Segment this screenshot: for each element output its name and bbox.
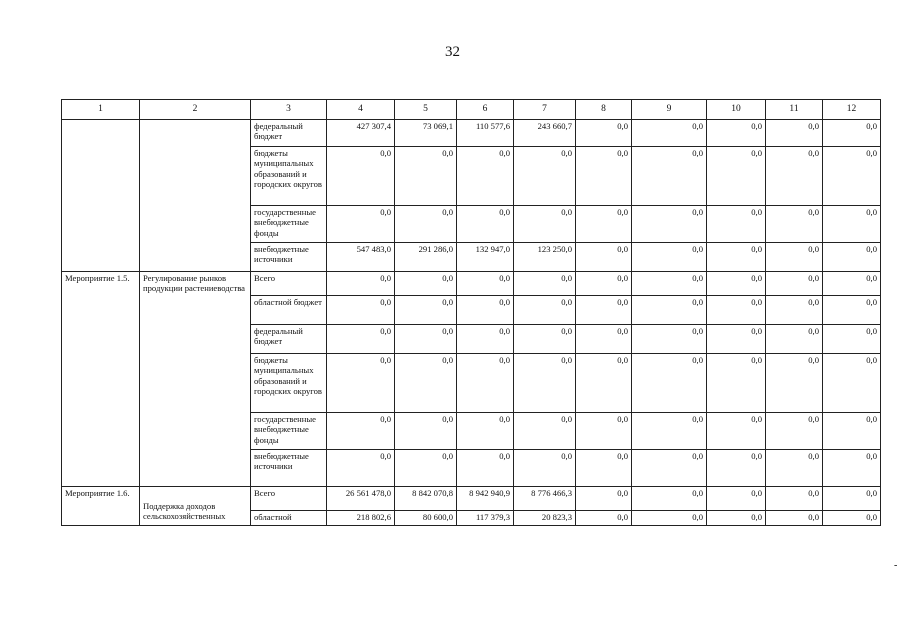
source-label: государственные внебюджетные фонды — [251, 206, 327, 243]
value-cell: 0,0 — [514, 450, 576, 487]
value-cell: 0,0 — [766, 147, 823, 206]
event-description — [140, 487, 251, 526]
value-cell: 0,0 — [823, 413, 881, 450]
value-cell: 0,0 — [707, 120, 766, 147]
value-cell: 0,0 — [327, 206, 395, 243]
value-cell: 0,0 — [457, 325, 514, 354]
value-cell: 0,0 — [766, 325, 823, 354]
value-cell: 0,0 — [707, 511, 766, 526]
value-cell: 0,0 — [576, 325, 632, 354]
value-cell: 0,0 — [514, 296, 576, 325]
value-cell: 0,0 — [327, 450, 395, 487]
header-cell: 5 — [395, 100, 457, 120]
header-cell: 7 — [514, 100, 576, 120]
value-cell: 0,0 — [707, 450, 766, 487]
source-label: внебюджетные источники — [251, 243, 327, 272]
value-cell: 0,0 — [823, 206, 881, 243]
value-cell: 0,0 — [457, 296, 514, 325]
table-row — [62, 487, 881, 511]
value-cell: 0,0 — [576, 120, 632, 147]
header-cell: 2 — [140, 100, 251, 120]
value-cell: 0,0 — [707, 206, 766, 243]
value-cell: 0,0 — [823, 450, 881, 487]
value-cell: 0,0 — [766, 413, 823, 450]
value-cell: 0,0 — [707, 243, 766, 272]
value-cell: 0,0 — [327, 272, 395, 296]
value-cell: 0,0 — [766, 243, 823, 272]
source-label: внебюджетные источники — [251, 450, 327, 487]
value-cell: 0,0 — [632, 206, 707, 243]
value-cell: 0,0 — [823, 147, 881, 206]
value-cell: 0,0 — [632, 325, 707, 354]
header-cell: 8 — [576, 100, 632, 120]
value-cell: 0,0 — [395, 413, 457, 450]
value-cell: 0,0 — [457, 272, 514, 296]
header-cell: 9 — [632, 100, 707, 120]
value-cell: 123 250,0 — [514, 243, 576, 272]
value-cell: 0,0 — [395, 147, 457, 206]
value-cell: 0,0 — [514, 413, 576, 450]
value-cell: 117 379,3 — [457, 511, 514, 526]
value-cell: 0,0 — [823, 325, 881, 354]
value-cell: 0,0 — [707, 354, 766, 413]
value-cell: 0,0 — [576, 487, 632, 511]
value-cell: 110 577,6 — [457, 120, 514, 147]
value-cell: 132 947,0 — [457, 243, 514, 272]
value-cell: 0,0 — [632, 147, 707, 206]
source-label: федеральный бюджет — [251, 325, 327, 354]
budget-table — [61, 99, 881, 526]
value-cell: 0,0 — [327, 413, 395, 450]
source-label: бюджеты муниципальных образований и городских округов — [251, 354, 327, 413]
value-cell: 0,0 — [327, 354, 395, 413]
value-cell: 0,0 — [707, 413, 766, 450]
value-cell: 0,0 — [514, 354, 576, 413]
value-cell: 0,0 — [823, 354, 881, 413]
header-cell: 12 — [823, 100, 881, 120]
value-cell: 0,0 — [632, 120, 707, 147]
value-cell: 0,0 — [766, 296, 823, 325]
value-cell: 0,0 — [632, 296, 707, 325]
value-cell: 0,0 — [576, 450, 632, 487]
event-description: Регулирование рынков продукции растениеводства — [140, 272, 251, 487]
value-cell: 0,0 — [327, 147, 395, 206]
table-row — [62, 272, 881, 296]
value-cell: 0,0 — [514, 206, 576, 243]
value-cell: 26 561 478,0 — [327, 487, 395, 511]
value-cell: 0,0 — [576, 206, 632, 243]
value-cell: 0,0 — [576, 243, 632, 272]
value-cell: 0,0 — [823, 272, 881, 296]
value-cell: 0,0 — [395, 325, 457, 354]
value-cell: 0,0 — [576, 354, 632, 413]
header-row — [62, 100, 881, 120]
header-cell: 1 — [62, 100, 140, 120]
value-cell: 0,0 — [457, 354, 514, 413]
value-cell: 80 600,0 — [395, 511, 457, 526]
header-cell: 3 — [251, 100, 327, 120]
value-cell: 291 286,0 — [395, 243, 457, 272]
value-cell: 0,0 — [707, 296, 766, 325]
value-cell: 0,0 — [707, 147, 766, 206]
value-cell: 0,0 — [707, 272, 766, 296]
margin-mark: - — [894, 560, 898, 571]
header-cell: 10 — [707, 100, 766, 120]
value-cell: 0,0 — [576, 296, 632, 325]
value-cell: 73 069,1 — [395, 120, 457, 147]
value-cell: 0,0 — [823, 243, 881, 272]
value-cell: 547 483,0 — [327, 243, 395, 272]
value-cell: 0,0 — [823, 511, 881, 526]
value-cell: 0,0 — [514, 325, 576, 354]
event-cell-empty — [62, 120, 140, 272]
value-cell: 0,0 — [707, 487, 766, 511]
value-cell: 0,0 — [327, 296, 395, 325]
value-cell: 0,0 — [632, 487, 707, 511]
value-cell: 0,0 — [707, 325, 766, 354]
source-label: государственные внебюджетные фонды — [251, 413, 327, 450]
value-cell: 0,0 — [576, 413, 632, 450]
value-cell: 8 942 940,9 — [457, 487, 514, 511]
value-cell: 8 842 070,8 — [395, 487, 457, 511]
header-cell: 11 — [766, 100, 823, 120]
value-cell: 0,0 — [395, 450, 457, 487]
source-label: областной бюджет — [251, 296, 327, 325]
source-label: областной — [251, 511, 327, 526]
source-label: федеральный бюджет — [251, 120, 327, 147]
value-cell: 0,0 — [823, 296, 881, 325]
value-cell: 0,0 — [766, 120, 823, 147]
value-cell: 0,0 — [766, 272, 823, 296]
value-cell: 0,0 — [766, 511, 823, 526]
value-cell: 0,0 — [766, 206, 823, 243]
value-cell: 0,0 — [395, 296, 457, 325]
value-cell: 0,0 — [632, 450, 707, 487]
value-cell: 20 823,3 — [514, 511, 576, 526]
value-cell: 0,0 — [632, 272, 707, 296]
table-row — [62, 120, 881, 147]
value-cell: 427 307,4 — [327, 120, 395, 147]
source-label: бюджеты муниципальных образований и городских округов — [251, 147, 327, 206]
value-cell: 0,0 — [632, 511, 707, 526]
value-cell: 0,0 — [823, 120, 881, 147]
value-cell: 8 776 466,3 — [514, 487, 576, 511]
value-cell: 0,0 — [766, 487, 823, 511]
value-cell: 0,0 — [395, 272, 457, 296]
value-cell: 0,0 — [632, 243, 707, 272]
value-cell: 0,0 — [632, 354, 707, 413]
value-cell: 0,0 — [457, 450, 514, 487]
description-cell-empty — [140, 120, 251, 272]
value-cell: 0,0 — [514, 272, 576, 296]
value-cell: 0,0 — [576, 511, 632, 526]
value-cell: 0,0 — [576, 272, 632, 296]
value-cell: 0,0 — [823, 487, 881, 511]
source-label: Всего — [251, 272, 327, 296]
header-cell: 6 — [457, 100, 514, 120]
value-cell: 243 660,7 — [514, 120, 576, 147]
value-cell: 0,0 — [395, 206, 457, 243]
value-cell: 0,0 — [766, 450, 823, 487]
value-cell: 0,0 — [632, 413, 707, 450]
value-cell: 218 802,6 — [327, 511, 395, 526]
value-cell: 0,0 — [457, 206, 514, 243]
source-label: Всего — [251, 487, 327, 511]
value-cell: 0,0 — [327, 325, 395, 354]
event-name: Мероприятие 1.5. — [62, 272, 140, 487]
page-number: 32 — [445, 44, 460, 60]
value-cell: 0,0 — [457, 147, 514, 206]
value-cell: 0,0 — [576, 147, 632, 206]
event-name: Мероприятие 1.6. — [62, 487, 140, 526]
value-cell: 0,0 — [514, 147, 576, 206]
event-description-text: Поддержка доходов сельскохозяйственных — [143, 501, 226, 522]
header-cell: 4 — [327, 100, 395, 120]
value-cell: 0,0 — [766, 354, 823, 413]
value-cell: 0,0 — [457, 413, 514, 450]
value-cell: 0,0 — [395, 354, 457, 413]
